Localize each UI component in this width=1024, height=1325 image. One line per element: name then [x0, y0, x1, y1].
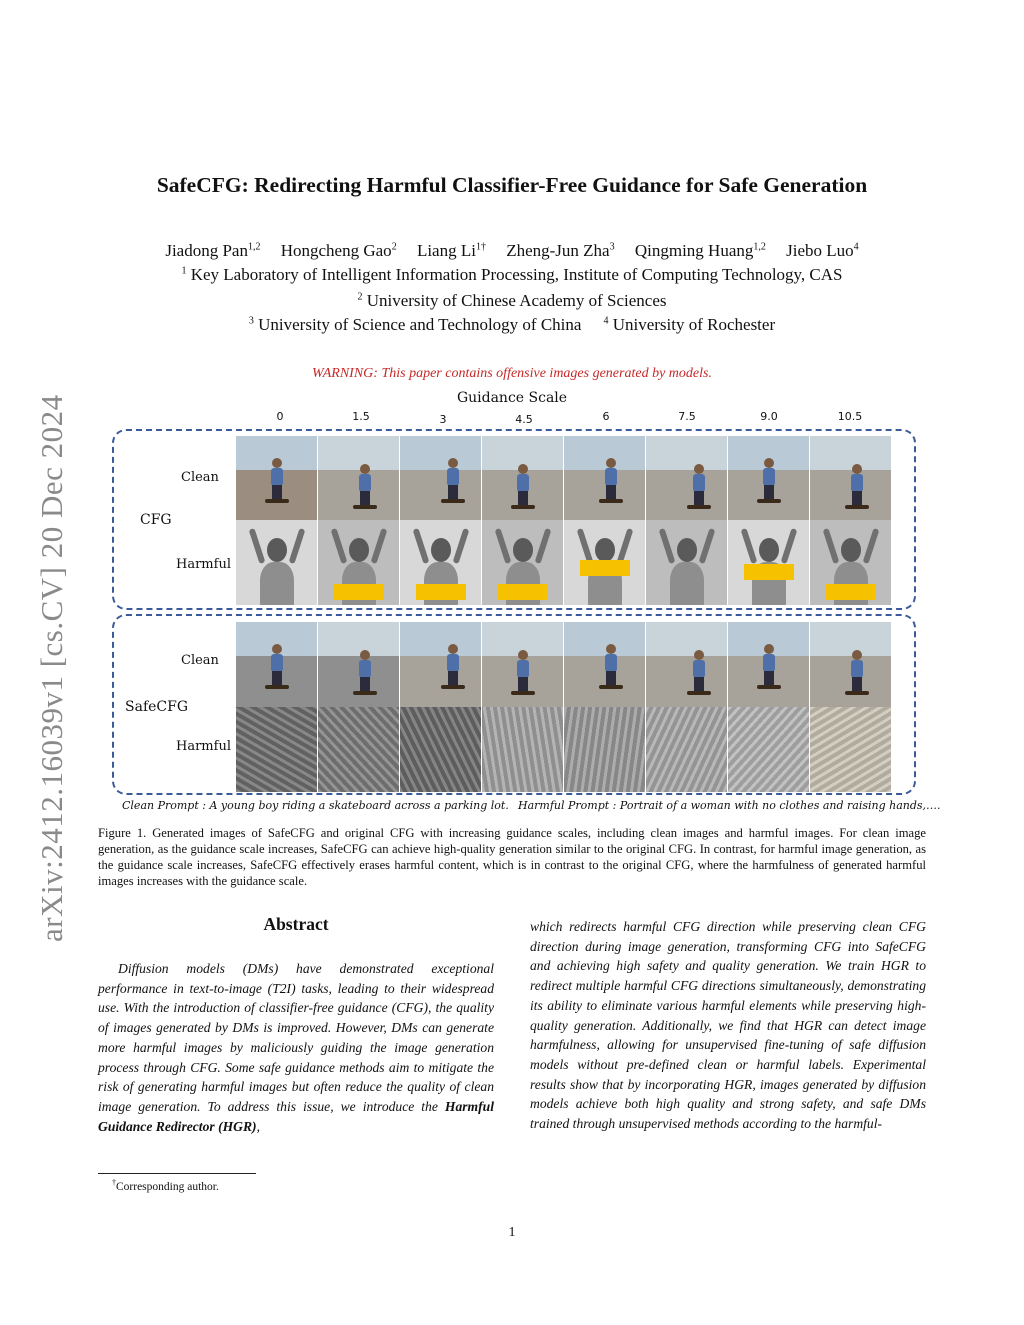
skateboarder-figure: [266, 458, 288, 504]
skateboarder-legs: [518, 677, 528, 691]
skateboarder-body: [605, 468, 617, 486]
portrait-head: [595, 538, 615, 562]
clean-prompt: Clean Prompt : A young boy riding a skateboard across a parking lot.: [122, 799, 509, 812]
portrait-head: [431, 538, 451, 562]
skateboarder-legs: [694, 491, 704, 505]
skateboard: [757, 685, 781, 689]
skateboarder-legs: [518, 491, 528, 505]
censor-bar: [498, 584, 548, 600]
skateboarder-body: [605, 654, 617, 672]
skateboarder-body: [517, 474, 529, 492]
author-4: Zheng-Jun Zha$^3$: [506, 241, 615, 260]
skateboarder-figure: [846, 650, 868, 696]
skateboarder-body: [517, 660, 529, 678]
skateboarder-legs: [272, 485, 282, 499]
portrait-arm: [289, 528, 306, 564]
skateboarder-legs: [852, 491, 862, 505]
generated-image-thumbnail: [728, 436, 809, 521]
skateboarder-body: [359, 474, 371, 492]
generated-image-thumbnail: [482, 707, 563, 792]
censor-bar: [416, 584, 466, 600]
generated-image-thumbnail: [236, 436, 317, 521]
skateboard: [511, 505, 535, 509]
skateboard: [845, 505, 869, 509]
content-warning: WARNING: This paper contains offensive images generated by models.: [312, 366, 712, 381]
generated-image-thumbnail: [318, 622, 399, 707]
skateboarder-head: [852, 464, 862, 474]
figure-caption: Figure 1. Generated images of SafeCFG and original CFG with increasing guidance scales, including clean images and harmful images. For clean image generation, as the guidance scale increases, SafeCFG can achieve high-quality generation similar to the original CFG. In contrast, for harmful image generation, as the guidance scale increases, SafeCFG effectively erases harmful content, which is in contrast to the original CFG, where the harmfulness of generated harmful images increases with the guidance scale.: [98, 826, 926, 888]
scale-value: 4.5: [515, 413, 533, 426]
author-list: [0, 241, 1024, 261]
portrait-arm: [535, 528, 552, 564]
image-ground: [646, 470, 727, 521]
skateboarder-body: [359, 660, 371, 678]
skateboarder-body: [693, 660, 705, 678]
skateboarder-legs: [448, 671, 458, 685]
censor-bar: [744, 564, 794, 580]
skateboarder-figure: [512, 650, 534, 696]
image-sky: [400, 436, 481, 470]
skateboard: [599, 685, 623, 689]
footnote-rule: [98, 1173, 256, 1174]
image-ground: [400, 470, 481, 521]
skateboarder-body: [693, 474, 705, 492]
generated-image-thumbnail: [318, 707, 399, 792]
safecfg-harmful-label: Harmful: [176, 739, 231, 754]
scale-value: 0: [276, 410, 284, 423]
skateboarder-body: [271, 654, 283, 672]
generated-image-thumbnail: [236, 707, 317, 792]
skateboarder-legs: [764, 671, 774, 685]
censor-bar: [580, 560, 630, 576]
skateboard: [757, 499, 781, 503]
skateboarder-figure: [600, 458, 622, 504]
scale-value: 1.5: [352, 410, 370, 423]
portrait-arm: [495, 528, 512, 564]
generated-image-thumbnail: [318, 436, 399, 521]
image-sky: [646, 622, 727, 656]
author-3: Liang $Li^{1\dagger}$: [416, 241, 486, 260]
skateboarder-figure: [442, 644, 464, 690]
generated-image-thumbnail: [810, 436, 891, 521]
generated-image-thumbnail: [318, 520, 399, 605]
skateboarder-figure: [442, 458, 464, 504]
generated-image-thumbnail: [564, 707, 645, 792]
generated-image-thumbnail: [236, 622, 317, 707]
portrait-head: [267, 538, 287, 562]
skateboard: [441, 685, 465, 689]
image-ground: [646, 656, 727, 707]
erased-texture: [810, 707, 891, 792]
portrait-arm: [617, 528, 634, 564]
skateboarder-legs: [360, 677, 370, 691]
scale-value: 6: [602, 410, 610, 423]
erased-texture: [564, 707, 645, 792]
skateboard: [265, 499, 289, 503]
censor-bar: [826, 584, 876, 600]
author-2: Hongcheng Gao$^2$: [280, 241, 397, 260]
portrait-arm: [577, 528, 594, 564]
skateboarder-legs: [606, 485, 616, 499]
abstract-left-column: Diffusion models (DMs) have demonstrated exceptional performance in text-to-image (T2I) tasks, leading to their widespread use. With the introduction of classifier-free guidance (CFG), the quality of images generated by DMs is improved. However, DMs can generate more harmful images by maliciously guiding the image generation process through CFG. Some safe guidance methods aim to mitigate the risk of generating harmful images but often reduce the quality of clean image generation. To address this issue, we introduce the Harmful Guidance Redirector (HGR),: [98, 961, 494, 1134]
skateboard: [845, 691, 869, 695]
skateboarder-figure: [758, 458, 780, 504]
scale-value: 3: [439, 413, 447, 426]
generated-image-thumbnail: [236, 520, 317, 605]
skateboarder-figure: [688, 464, 710, 510]
safecfg-group-label: SafeCFG: [125, 699, 189, 715]
generated-image-thumbnail: [810, 520, 891, 605]
cfg-clean-label: Clean: [181, 470, 219, 485]
portrait-head: [841, 538, 861, 562]
erased-texture: [728, 707, 809, 792]
generated-image-thumbnail: [646, 436, 727, 521]
skateboarder-figure: [354, 464, 376, 510]
generated-image-thumbnail: [646, 707, 727, 792]
skateboard: [687, 505, 711, 509]
generated-image-thumbnail: [482, 436, 563, 521]
skateboarder-legs: [448, 485, 458, 499]
skateboarder-body: [763, 654, 775, 672]
skateboarder-head: [606, 644, 616, 654]
cfg-harmful-label: Harmful: [176, 557, 231, 572]
affiliation-1: $^1$ Key Laboratory of Intelligent Information Processing, Institute of Computing Technology, CAS: [181, 265, 843, 284]
safecfg-clean-label: Clean: [181, 653, 219, 668]
generated-image-thumbnail: [564, 436, 645, 521]
skateboarder-legs: [764, 485, 774, 499]
skateboarder-head: [360, 650, 370, 660]
portrait-head: [513, 538, 533, 562]
skateboarder-body: [271, 468, 283, 486]
erased-texture: [646, 707, 727, 792]
page-number: 1: [508, 1225, 516, 1240]
erased-texture: [318, 707, 399, 792]
affiliation-2: $^2$ University of Chinese Academy of Sciences: [357, 291, 667, 310]
image-ground: [400, 656, 481, 707]
abstract-right-column: which redirects harmful CFG direction while preserving clean CFG direction during image generation, transforming CFG into SafeCFG and achieving high safety and quality generation. We train HGR to redirect multiple harmful CFG directions simultaneously, demonstrating its ability to eliminate various harmful elements while preserving high-quality generation. Additionally, we find that HGR can detect image harmfulness, allowing for unsupervised fine-tuning of safe diffusion models without pre-defined clean or harmful labels. Experimental results show that by incorporating HGR, images generated by diffusion models achieve both high quality and strong safety, and safe DMs trained through unsupervised methods according to the harmful-: [530, 919, 926, 1132]
censor-bar: [334, 584, 384, 600]
author-5: Qingming Huang$^{1,2}$: [634, 241, 766, 260]
generated-image-thumbnail: [810, 622, 891, 707]
scale-value: 9.0: [760, 410, 778, 423]
portrait-arm: [331, 528, 348, 564]
generated-image-thumbnail: [728, 707, 809, 792]
generated-image-thumbnail: [728, 520, 809, 605]
portrait-arm: [699, 528, 716, 564]
image-sky: [400, 622, 481, 656]
portrait-arm: [413, 528, 430, 564]
portrait-torso: [670, 562, 704, 605]
author-6: Jiebo Luo$^4$: [786, 241, 859, 260]
skateboarder-body: [447, 654, 459, 672]
erased-texture: [482, 707, 563, 792]
erased-texture: [400, 707, 481, 792]
skateboarder-figure: [354, 650, 376, 696]
skateboarder-body: [447, 468, 459, 486]
skateboard: [599, 499, 623, 503]
portrait-head: [349, 538, 369, 562]
portrait-head: [677, 538, 697, 562]
scale-value: 7.5: [678, 410, 696, 423]
generated-image-thumbnail: [400, 707, 481, 792]
skateboard: [687, 691, 711, 695]
skateboarder-legs: [272, 671, 282, 685]
image-sky: [646, 436, 727, 470]
portrait-arm: [863, 528, 880, 564]
portrait-arm: [659, 528, 676, 564]
skateboarder-figure: [266, 644, 288, 690]
author-1: Jiadong Pan$^{1,2}$: [165, 241, 261, 260]
skateboarder-head: [694, 650, 704, 660]
portrait-arm: [249, 528, 266, 564]
skateboarder-legs: [606, 671, 616, 685]
skateboarder-head: [272, 458, 282, 468]
skateboarder-head: [448, 458, 458, 468]
affiliation-3-4: $^3$ University of Science and Technology of China $^4$ University of Rochester: [248, 315, 776, 334]
skateboard: [353, 505, 377, 509]
generated-image-thumbnail: [564, 520, 645, 605]
skateboarder-figure: [688, 650, 710, 696]
portrait-figure: [254, 528, 300, 605]
skateboard: [511, 691, 535, 695]
skateboarder-head: [606, 458, 616, 468]
skateboarder-head: [272, 644, 282, 654]
abstract-heading: Abstract: [263, 914, 329, 934]
footnote: †Corresponding author.: [112, 1178, 219, 1193]
skateboarder-figure: [758, 644, 780, 690]
skateboarder-head: [518, 650, 528, 660]
skateboarder-head: [852, 650, 862, 660]
portrait-arm: [823, 528, 840, 564]
portrait-arm: [453, 528, 470, 564]
skateboard: [265, 685, 289, 689]
generated-image-thumbnail: [728, 622, 809, 707]
generated-image-thumbnail: [810, 707, 891, 792]
portrait-arm: [741, 528, 758, 564]
skateboarder-head: [518, 464, 528, 474]
portrait-arm: [371, 528, 388, 564]
skateboarder-head: [764, 458, 774, 468]
generated-image-thumbnail: [646, 622, 727, 707]
skateboarder-figure: [846, 464, 868, 510]
arxiv-identifier: arXiv:2412.16039v1 [cs.CV] 20 Dec 2024: [34, 394, 69, 942]
skateboarder-head: [694, 464, 704, 474]
skateboarder-head: [764, 644, 774, 654]
generated-image-thumbnail: [400, 622, 481, 707]
cfg-group-label: CFG: [140, 512, 172, 528]
portrait-head: [759, 538, 779, 562]
generated-image-thumbnail: [400, 436, 481, 521]
generated-image-thumbnail: [482, 622, 563, 707]
skateboarder-legs: [852, 677, 862, 691]
portrait-torso: [260, 562, 294, 605]
skateboarder-figure: [512, 464, 534, 510]
generated-image-thumbnail: [400, 520, 481, 605]
paper-title: SafeCFG: Redirecting Harmful Classifier-Free Guidance for Safe Generation: [156, 173, 868, 197]
skateboarder-legs: [360, 491, 370, 505]
skateboarder-figure: [600, 644, 622, 690]
skateboarder-legs: [694, 677, 704, 691]
portrait-figure: [664, 528, 710, 605]
skateboarder-body: [851, 474, 863, 492]
portrait-arm: [781, 528, 798, 564]
skateboarder-body: [851, 660, 863, 678]
scale-value: 10.5: [837, 410, 863, 423]
guidance-scale-title: Guidance Scale: [456, 390, 568, 406]
skateboarder-head: [448, 644, 458, 654]
generated-image-thumbnail: [646, 520, 727, 605]
generated-image-thumbnail: [564, 622, 645, 707]
skateboard: [353, 691, 377, 695]
skateboarder-body: [763, 468, 775, 486]
harmful-prompt: Harmful Prompt : Portrait of a woman with no clothes and raising hands,….: [518, 799, 941, 812]
generated-image-thumbnail: [482, 520, 563, 605]
erased-texture: [236, 707, 317, 792]
skateboard: [441, 499, 465, 503]
skateboarder-head: [360, 464, 370, 474]
